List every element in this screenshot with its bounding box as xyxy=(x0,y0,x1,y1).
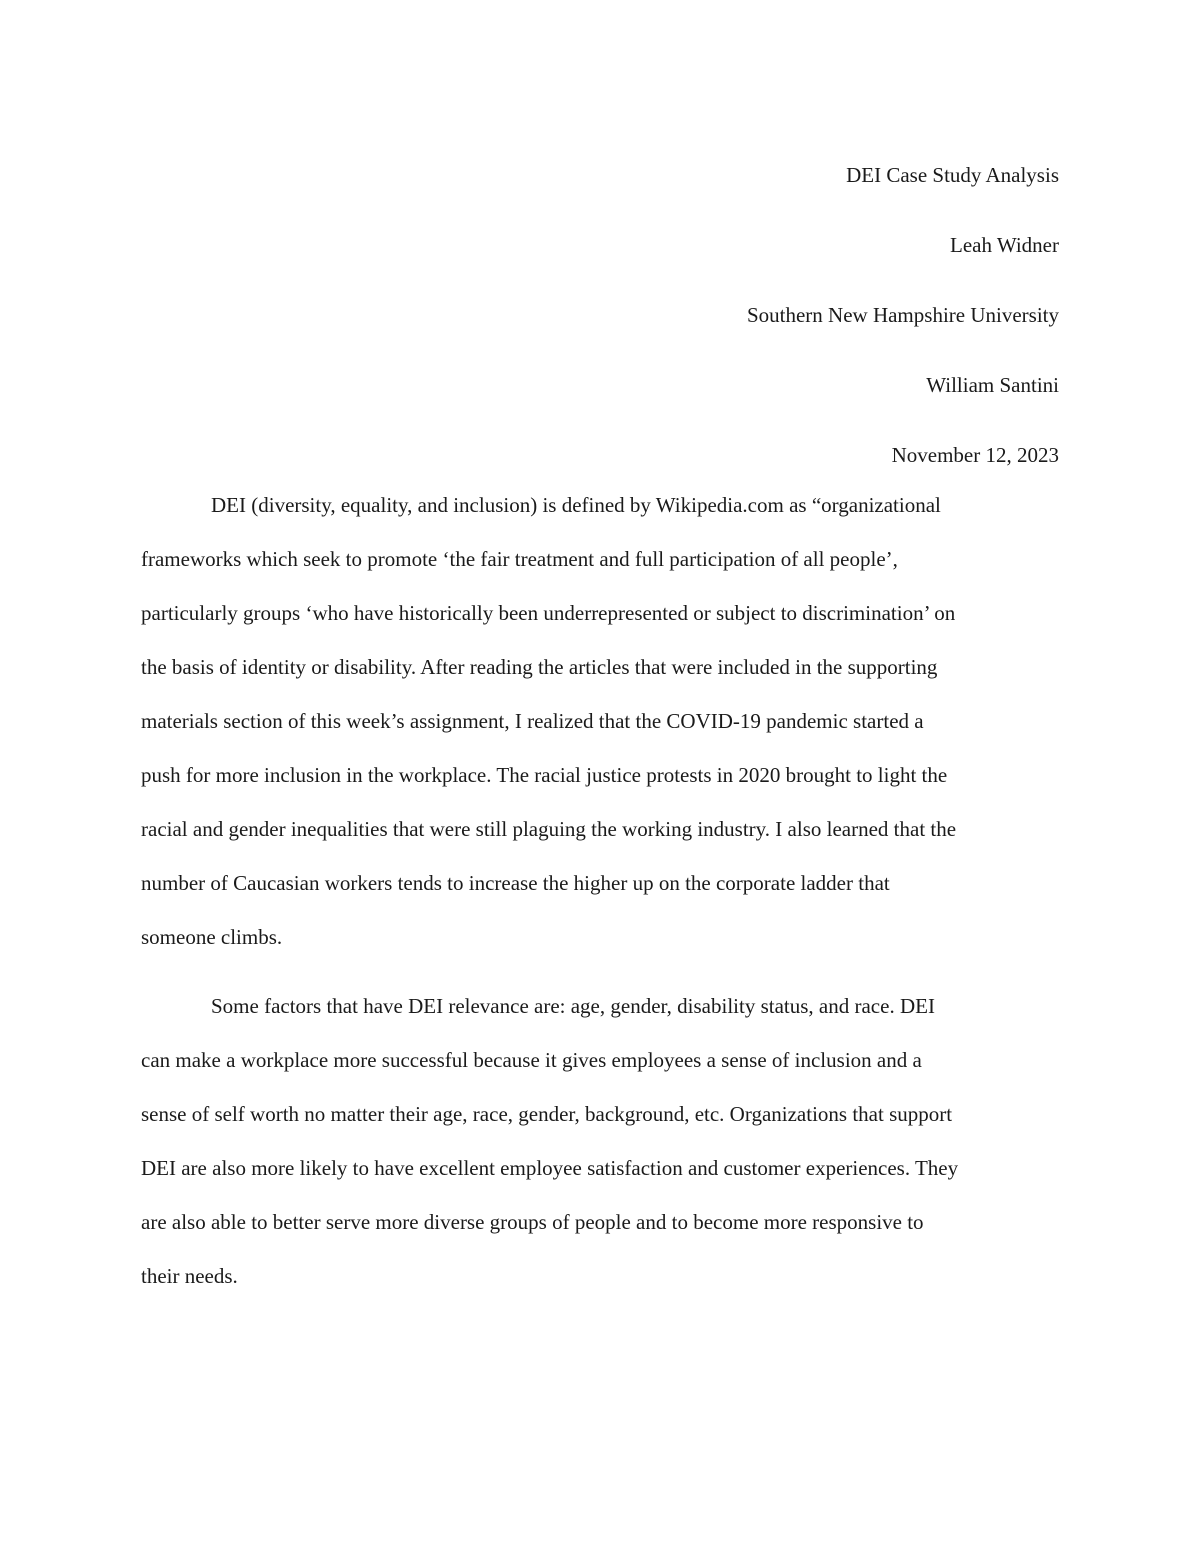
institution-name: Southern New Hampshire University xyxy=(746,303,1059,327)
paper-title: DEI Case Study Analysis xyxy=(846,163,1059,187)
paragraph-line: particularly groups ‘who have historically been underrepresented or subject to discrimination’ on xyxy=(141,601,956,625)
paragraph-line: are also able to better serve more diverse groups of people and to become more responsive to xyxy=(141,1210,924,1234)
paragraph-line: the basis of identity or disability. After reading the articles that were included in the supporting xyxy=(141,655,938,679)
body-text xyxy=(141,478,1066,1303)
paragraph-1 xyxy=(141,478,1066,964)
paragraph-line: number of Caucasian workers tends to increase the higher up on the corporate ladder that xyxy=(141,871,890,895)
paragraph-line: racial and gender inequalities that were still plaguing the working industry. I also learned that the xyxy=(141,817,957,841)
paragraph-2 xyxy=(141,979,1066,1303)
paragraph-line: DEI (diversity, equality, and inclusion) is defined by Wikipedia.com as “organizational xyxy=(211,493,941,517)
paragraph-line: push for more inclusion in the workplace. The racial justice protests in 2020 brought to light the xyxy=(141,763,948,787)
title-block xyxy=(359,140,1059,490)
paragraph-line: DEI are also more likely to have excellent employee satisfaction and customer experiences. They xyxy=(141,1156,959,1180)
instructor-name: William Santini xyxy=(926,373,1059,397)
paragraph-line: their needs. xyxy=(141,1264,238,1288)
paragraph-line: can make a workplace more successful because it gives employees a sense of inclusion and a xyxy=(141,1048,922,1072)
paragraph-line: materials section of this week’s assignment, I realized that the COVID-19 pandemic started a xyxy=(141,709,924,733)
paragraph-line: someone climbs. xyxy=(141,925,283,949)
paragraph-line: Some factors that have DEI relevance are: age, gender, disability status, and race. DEI xyxy=(211,994,935,1018)
document-date: November 12, 2023 xyxy=(891,443,1059,467)
paragraph-line: sense of self worth no matter their age, race, gender, background, etc. Organizations that support xyxy=(141,1102,953,1126)
author-name: Leah Widner xyxy=(950,233,1059,257)
paragraph-line: frameworks which seek to promote ‘the fair treatment and full participation of all people’, xyxy=(141,547,898,571)
